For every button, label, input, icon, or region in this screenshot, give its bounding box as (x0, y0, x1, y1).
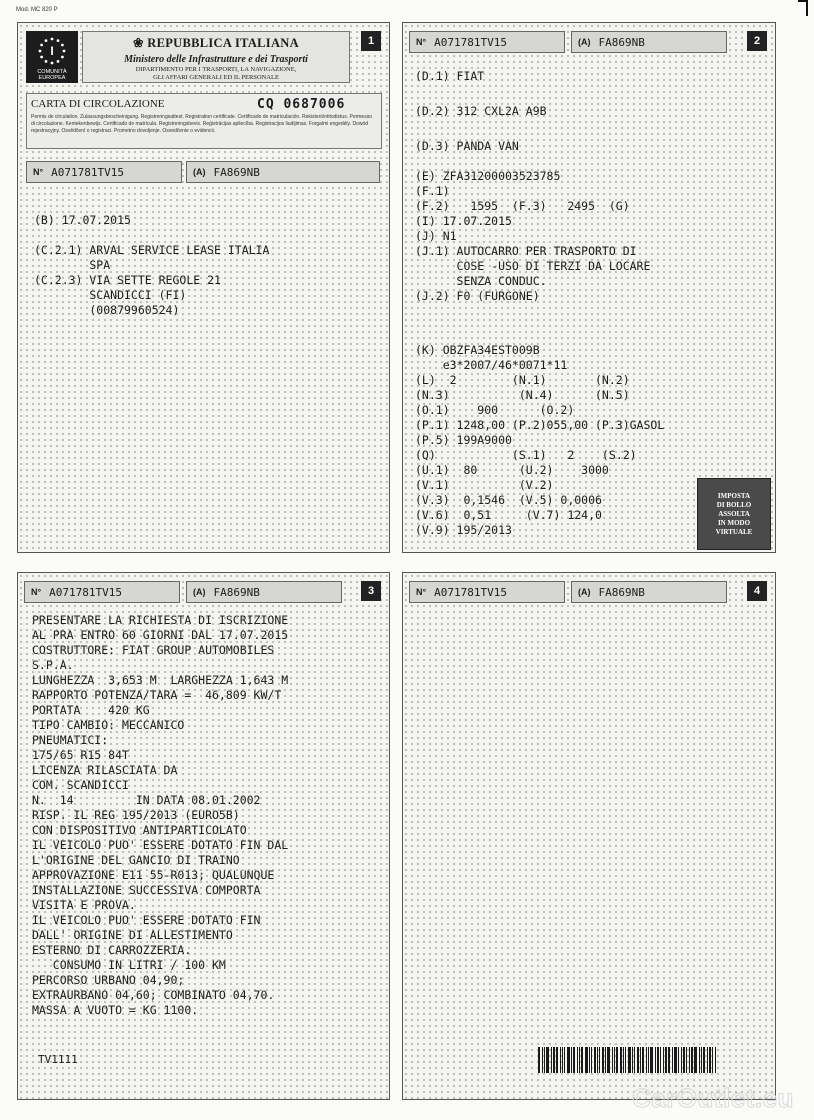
eu-flag (26, 31, 78, 83)
note-line: CON DISPOSITIVO ANTIPARTICOLATO (32, 823, 247, 837)
field-line: (B) 17.07.2015 (34, 213, 131, 227)
note-line: DALL' ORIGINE DI ALLESTIMENTO (32, 928, 233, 942)
doc-number: A071781TV15 (49, 585, 122, 599)
footer-code: TV1111 (38, 1053, 78, 1066)
field-line: SPA (34, 258, 111, 272)
barcode-bar (589, 1047, 590, 1073)
note-line: LICENZA RILASCIATA DA (32, 763, 178, 777)
field-line: (U.1) 80 (U.2) 3000 (415, 463, 609, 477)
barcode-bar (573, 1047, 575, 1073)
field-line: SENZA CONDUC. (415, 274, 547, 288)
tax-stamp (697, 478, 771, 550)
barcode-bar (628, 1047, 631, 1073)
field-line: (C.2.3) VIA SETTE REGOLE 21 (34, 273, 221, 287)
plate-label: (A) (578, 587, 591, 597)
field-line: e3*2007/46*0071*11 (415, 358, 568, 372)
note-line: ESTERNO DI CARROZZERIA. (32, 943, 192, 957)
field-line: (K) OBZFA34EST009B (415, 343, 540, 357)
panel-1-front (17, 22, 390, 553)
field-line: COSE -USO DI TERZI DA LOCARE (415, 259, 651, 273)
note-line: CONSUMO IN LITRI / 100 KM (32, 958, 226, 972)
stamp-line: ASSOLTA (718, 509, 750, 518)
note-line: 175/65 R15 84T (32, 748, 129, 762)
emblem-icon: ❀ (133, 36, 148, 50)
plate-number: FA869NB (213, 165, 260, 179)
watermark: CarOutlet.eu (631, 1083, 794, 1113)
carta-number: CQ 0687006 (257, 97, 346, 112)
field-line: (O.1) 900 (O.2) (415, 403, 575, 417)
barcode-bar (591, 1047, 592, 1073)
barcode-bar (694, 1047, 697, 1073)
barcode-bar (634, 1047, 635, 1073)
barcode-bar (562, 1047, 563, 1073)
svg-text:I: I (50, 44, 54, 58)
barcode-bar (564, 1047, 565, 1073)
barcode-bar (674, 1047, 677, 1073)
crop-mark (798, 0, 808, 2)
plate-number: FA869NB (598, 35, 645, 49)
plate-label: (A) (578, 37, 591, 47)
stamp-line: VIRTUALE (715, 527, 753, 536)
barcode-bar (560, 1047, 561, 1073)
plate-tag (186, 581, 342, 603)
note-line: PERCORSO URBANO 04,90; (32, 973, 185, 987)
barcode-bar (567, 1047, 570, 1073)
barcode-bar (597, 1047, 598, 1073)
barcode-bar (668, 1047, 670, 1073)
field-line: (J.1) AUTOCARRO PER TRASPORTO DI (415, 244, 637, 258)
field-line: (V.1) (V.2) (415, 478, 554, 492)
barcode-bar (703, 1047, 705, 1073)
government-header (82, 31, 350, 83)
field-line: (I) 17.07.2015 (415, 214, 512, 228)
barcode-bar (715, 1047, 716, 1073)
doc-number-tag (409, 31, 565, 53)
page-number: 2 (747, 31, 767, 51)
barcode-bar (663, 1047, 664, 1073)
note-line: APPROVAZIONE E11 55-R013; QUALUNQUE (32, 868, 275, 882)
barcode-bar (707, 1047, 708, 1073)
stamp-line: DI BOLLO (716, 500, 752, 509)
field-line: (N.3) (N.4) (N.5) (415, 388, 630, 402)
carta-fine-print: Permis de circulation. Zulassungsbescheinigung. Registreringsattest. Registration certificate. Certificado de matriculación. Rekisteröintitodistus. Permesso di circolazione. Kentekenbewijs. Certificado de matrícula. Registreringsbevis. Reģistrācijas apliecība. Registracijos liudijimas. Forgalmi engedély. Dowód rejestracyjny. Osvědčení o registraci. Prometno dovoljenje. Osvedčenie o evidencii. (31, 114, 372, 134)
eu-caption: COMUNITÀ EUROPEA (37, 69, 67, 81)
note-line: IL VEICOLO PUO' ESSERE DOTATO FIN DAL (32, 838, 289, 852)
note-line: PNEUMATICI: (32, 733, 109, 747)
page-number: 1 (361, 31, 381, 51)
barcode-bar (602, 1047, 604, 1073)
barcode-bar (605, 1047, 606, 1073)
panel-2-vehicle (402, 22, 776, 553)
field-line: (F.2) 1595 (F.3) 2495 (G) (415, 199, 630, 213)
note-line: N. 14 IN DATA 08.01.2002 (32, 793, 261, 807)
panel-3-notes (17, 572, 390, 1100)
barcode-bar (665, 1047, 667, 1073)
crop-mark (806, 0, 808, 16)
barcode-bar (577, 1047, 578, 1073)
barcode-bar (637, 1047, 639, 1073)
note-line: IL VEICOLO PUO' ESSERE DOTATO FIN (32, 913, 261, 927)
note-line: L'ORIGINE DEL GANCIO DI TRAINO (32, 853, 240, 867)
field-line: (J.2) F0 (FURGONE) (415, 289, 540, 303)
barcode-bar (585, 1047, 588, 1073)
department-name: DIPARTIMENTO PER I TRASPORTI, LA NAVIGAZIONE, GLI AFFARI GENERALI ED IL PERSONALE (135, 66, 297, 81)
doc-number-tag (24, 581, 180, 603)
carta-header (26, 93, 382, 149)
barcode-bar (614, 1047, 615, 1073)
barcode-bar (551, 1047, 552, 1073)
field-line: (J) N1 (415, 229, 457, 243)
field-line: (Q) (S.1) 2 (S.2) (415, 448, 637, 462)
barcode-bar (553, 1047, 555, 1073)
barcode-bar (686, 1047, 687, 1073)
doc-number: A071781TV15 (434, 35, 507, 49)
note-line: COM. SCANDICCI (32, 778, 129, 792)
barcode-bar (691, 1047, 693, 1073)
note-line: LUNGHEZZA 3,653 M LARGHEZZA 1,643 M (32, 673, 289, 687)
barcode-bar (642, 1047, 644, 1073)
barcode-bar (571, 1047, 572, 1073)
barcode-bar (672, 1047, 673, 1073)
barcode-bar (546, 1047, 549, 1073)
plate-tag (186, 161, 380, 183)
page-number: 4 (747, 581, 767, 601)
note-line: RISP. IL REG 195/2013 (EURO5B) (32, 808, 240, 822)
stamp-line: IN MODO (717, 518, 751, 527)
barcode-bar (699, 1047, 700, 1073)
doc-number: A071781TV15 (51, 165, 124, 179)
barcode-bar (683, 1047, 685, 1073)
note-line: AL PRA ENTRO 60 GIORNI DAL 17.07.2015 (32, 628, 289, 642)
plate-tag (571, 31, 727, 53)
plate-label: (A) (193, 167, 206, 177)
doc-number: A071781TV15 (434, 585, 507, 599)
doc-number-label: N° (33, 167, 44, 177)
barcode-bar (640, 1047, 641, 1073)
note-line: PRESENTARE LA RICHIESTA DI ISCRIZIONE (32, 613, 289, 627)
field-line: (V.9) 195/2013 (415, 523, 512, 537)
barcode-bar (625, 1047, 626, 1073)
page-number: 3 (361, 581, 381, 601)
field-line: (V.6) 0,51 (V.7) 124,0 (415, 508, 602, 522)
field-line: (E) ZFA31200003523785 (415, 169, 561, 183)
republic-title: ❀ REPUBBLICA ITALIANA (133, 36, 299, 50)
note-line: S.P.A. (32, 658, 74, 672)
note-line: MASSA A VUOTO = KG 1100. (32, 1003, 199, 1017)
barcode-bar (657, 1047, 659, 1073)
field-line: (V.3) 0,1546 (V.5) 0,0006 (415, 493, 602, 507)
barcode-bar (579, 1047, 580, 1073)
barcode-bar (681, 1047, 682, 1073)
barcode-bar (655, 1047, 656, 1073)
barcode-bar (612, 1047, 613, 1073)
barcode-bar (542, 1047, 543, 1073)
doc-number-tag (26, 161, 182, 183)
field-line: (F.1) (415, 184, 450, 198)
barcode-bar (689, 1047, 690, 1073)
model-code: Mod. MC 820 P (16, 7, 58, 13)
barcode-bar (544, 1047, 545, 1073)
barcode-bar (620, 1047, 622, 1073)
barcode-bar (616, 1047, 618, 1073)
barcode-bar (650, 1047, 653, 1073)
barcode-bar (632, 1047, 633, 1073)
barcode-bar (538, 1047, 540, 1073)
doc-number-label: N° (416, 37, 427, 47)
barcode-bar (594, 1047, 596, 1073)
barcode-bar (599, 1047, 600, 1073)
note-line: EXTRAURBANO 04,60; COMBINATO 04,70. (32, 988, 275, 1002)
doc-number-label: N° (416, 587, 427, 597)
field-line: (D.1) FIAT (415, 69, 485, 83)
field-line: SCANDICCI (FI) (34, 288, 187, 302)
plate-number: FA869NB (598, 585, 645, 599)
stamp-line: IMPOSTA (717, 491, 751, 500)
note-line: RAPPORTO POTENZA/TARA = 46,809 KW/T (32, 688, 282, 702)
note-line: COSTRUTTORE: FIAT GROUP AUTOMOBILES (32, 643, 275, 657)
doc-number-label: N° (31, 587, 42, 597)
note-line: VISITA E PROVA. (32, 898, 136, 912)
barcode (538, 1047, 733, 1073)
barcode-bar (607, 1047, 610, 1073)
barcode-bar (660, 1047, 661, 1073)
barcode-bar (678, 1047, 679, 1073)
barcode-bar (556, 1047, 558, 1073)
plate-number: FA869NB (213, 585, 260, 599)
field-line: (00879960524) (34, 303, 180, 317)
barcode-bar (712, 1047, 713, 1073)
barcode-bar (709, 1047, 711, 1073)
carta-title: CARTA DI CIRCOLAZIONE (31, 98, 165, 110)
doc-number-tag (409, 581, 565, 603)
note-line: TIPO CAMBIO: MECCANICO (32, 718, 185, 732)
ministry-name: Ministero delle Infrastrutture e dei Trasporti (124, 54, 308, 65)
field-line: (D.2) 312 CXL2A A9B (415, 104, 547, 118)
barcode-bar (701, 1047, 702, 1073)
eu-stars-icon (36, 35, 68, 67)
barcode-bar (648, 1047, 649, 1073)
panel-4-blank (402, 572, 776, 1100)
field-line: (P.1) 1248,00 (P.2)055,00 (P.3)GASOL (415, 418, 665, 432)
plate-tag (571, 581, 727, 603)
barcode-bar (646, 1047, 647, 1073)
barcode-bar (581, 1047, 583, 1073)
field-line: (P.5) 199A9000 (415, 433, 512, 447)
note-line: PORTATA 420 KG (32, 703, 150, 717)
barcode-bar (623, 1047, 624, 1073)
note-line: INSTALLAZIONE SUCCESSIVA COMPORTA (32, 883, 261, 897)
plate-label: (A) (193, 587, 206, 597)
field-line: (D.3) PANDA VAN (415, 139, 519, 153)
field-line: (C.2.1) ARVAL SERVICE LEASE ITALIA (34, 243, 270, 257)
field-line: (L) 2 (N.1) (N.2) (415, 373, 630, 387)
